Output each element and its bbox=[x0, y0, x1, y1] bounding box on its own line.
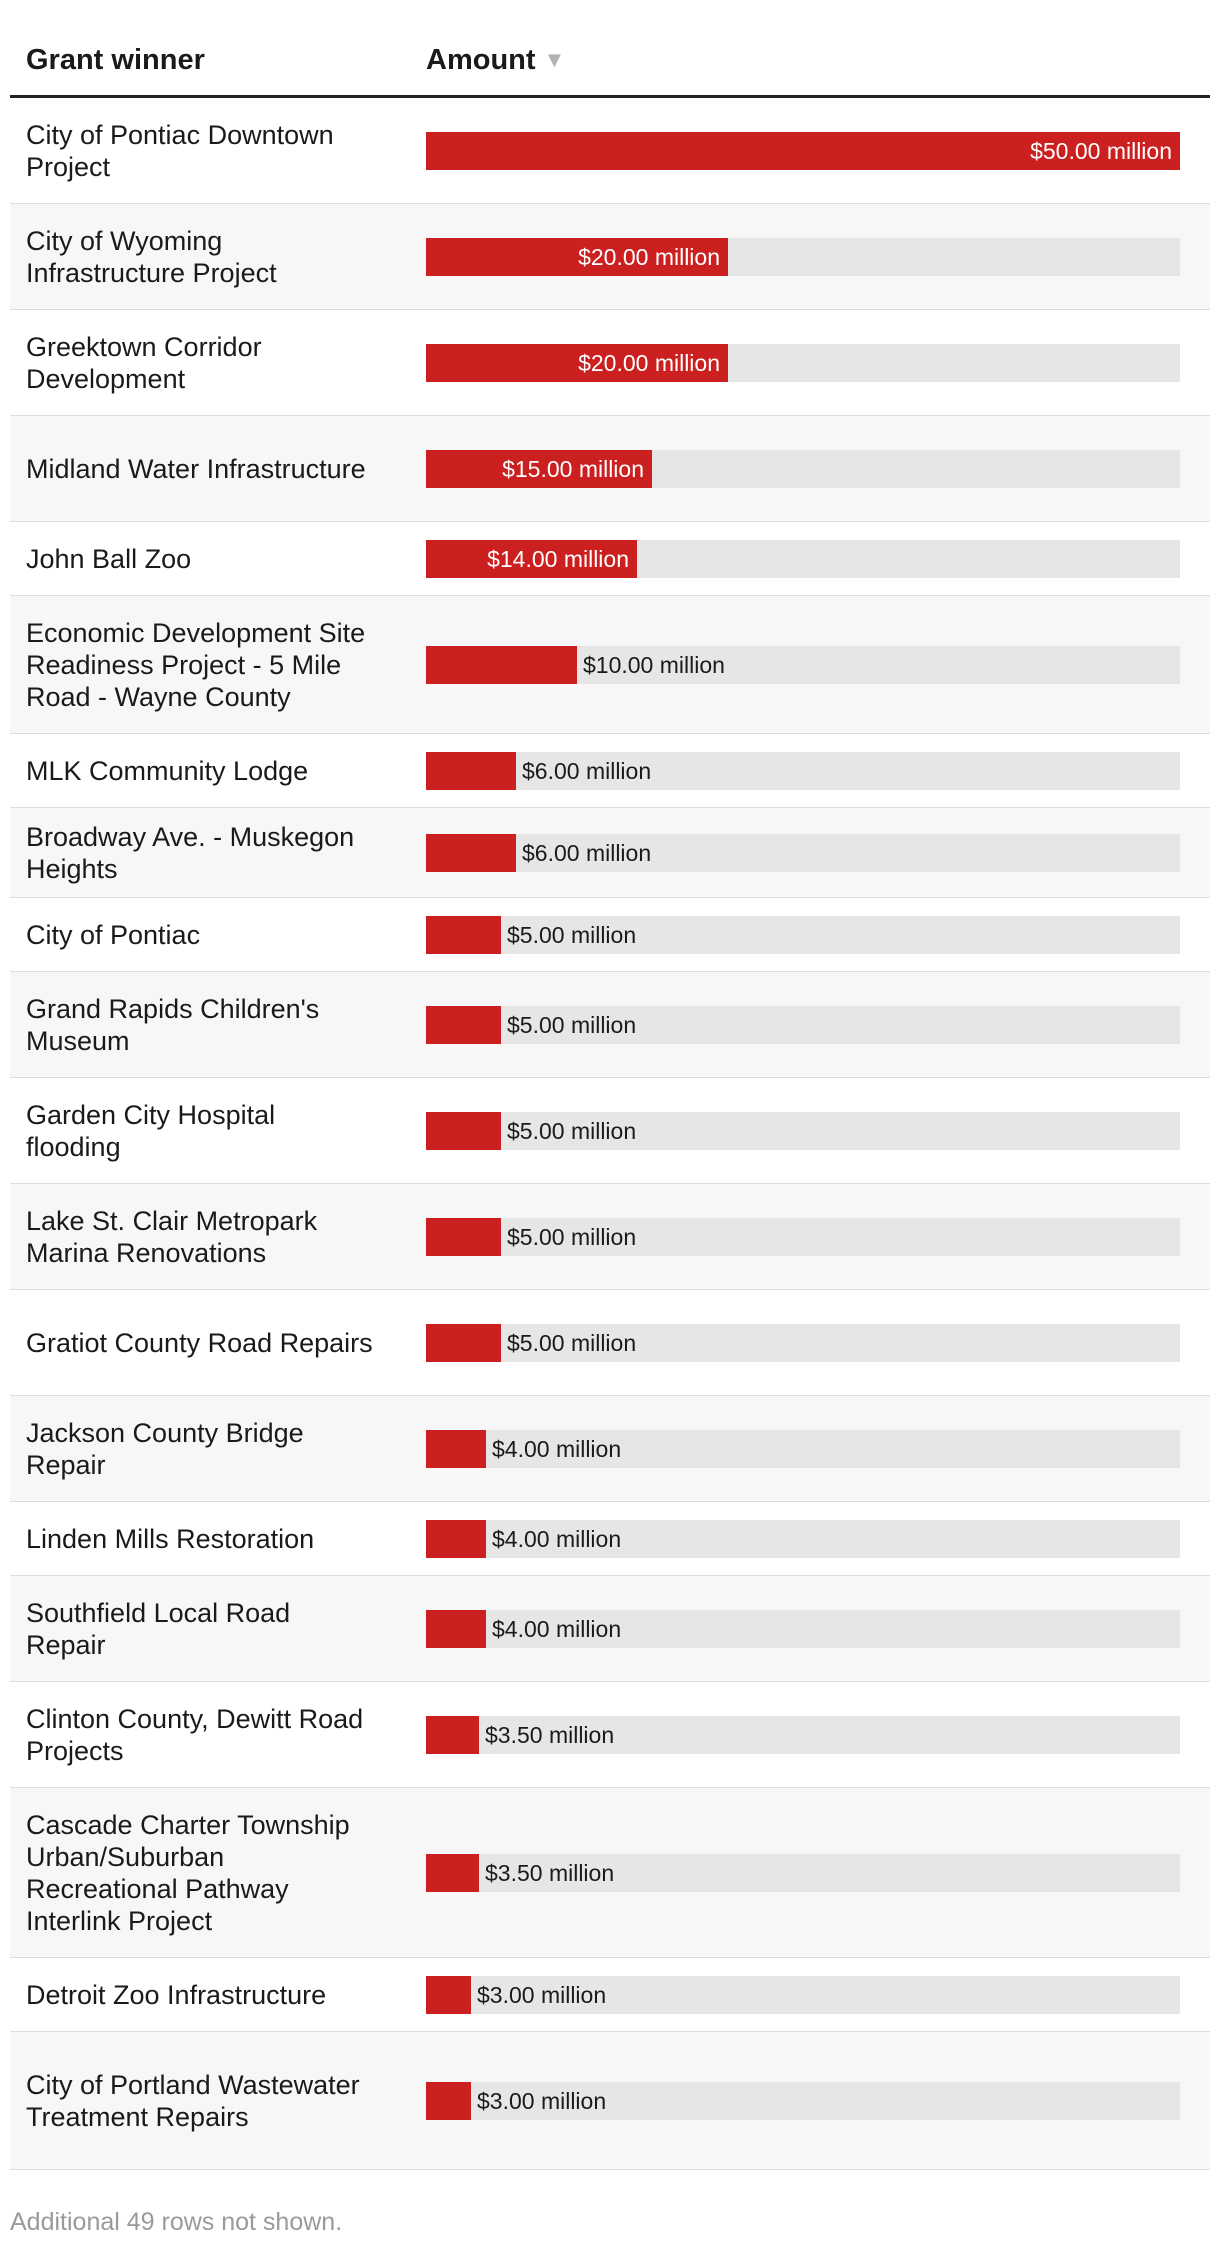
bar-track bbox=[426, 752, 1180, 790]
bar-track bbox=[426, 1430, 1180, 1468]
table-row bbox=[10, 808, 1210, 898]
table-body bbox=[10, 98, 1210, 2170]
table-row bbox=[10, 310, 1210, 416]
table-row bbox=[10, 1078, 1210, 1184]
amount-label: $5.00 million bbox=[507, 1117, 637, 1144]
sort-descending-icon[interactable]: ▼ bbox=[543, 47, 566, 72]
bar-track bbox=[426, 2082, 1180, 2120]
table-row bbox=[10, 898, 1210, 972]
grant-winner-name: Midland Water Infrastructure bbox=[26, 453, 366, 484]
amount-bar bbox=[426, 1324, 501, 1362]
amount-bar bbox=[426, 1976, 471, 2014]
amount-label: $14.00 million bbox=[487, 545, 629, 572]
table-row bbox=[10, 1502, 1210, 1576]
bar-track bbox=[426, 834, 1180, 872]
amount-label: $4.00 million bbox=[492, 1525, 622, 1552]
amount-label: $3.50 million bbox=[485, 1859, 615, 1886]
amount-bar bbox=[426, 1716, 479, 1754]
amount-bar bbox=[426, 834, 516, 872]
rows-not-shown-note: Additional 49 rows not shown. bbox=[10, 2208, 343, 2236]
amount-label: $6.00 million bbox=[522, 757, 652, 784]
amount-label: $6.00 million bbox=[522, 839, 652, 866]
amount-label: $3.00 million bbox=[477, 1981, 607, 2008]
grant-winner-name: John Ball Zoo bbox=[26, 543, 192, 574]
amount-bar bbox=[426, 1854, 479, 1892]
grant-winner-name: Detroit Zoo Infrastructure bbox=[26, 1979, 327, 2010]
bar-track bbox=[426, 1112, 1180, 1150]
grant-table bbox=[10, 0, 1210, 2170]
grant-winner-name: Cascade Charter Township Urban/Suburban Recreational Pathway Interlink Project bbox=[26, 1809, 350, 1936]
bar-track bbox=[426, 344, 1180, 382]
bar-track bbox=[426, 1610, 1180, 1648]
column-header-grant-winner[interactable]: Grant winner bbox=[26, 44, 205, 76]
grant-winner-name: Lake St. Clair Metropark Marina Renovations bbox=[26, 1205, 318, 1268]
grant-winner-name: Linden Mills Restoration bbox=[26, 1523, 315, 1554]
grant-winner-name: City of Wyoming Infrastructure Project bbox=[26, 225, 277, 288]
bar-track bbox=[426, 1324, 1180, 1362]
amount-bar bbox=[426, 1520, 486, 1558]
amount-label: $50.00 million bbox=[1030, 137, 1172, 164]
grant-winner-name: Economic Development Site Readiness Project - 5 Mile Road - Wayne County bbox=[26, 617, 366, 712]
amount-label: $20.00 million bbox=[578, 243, 720, 270]
table-row bbox=[10, 1682, 1210, 1788]
grant-winner-name: Garden City Hospital flooding bbox=[26, 1099, 276, 1162]
table-row bbox=[10, 1290, 1210, 1396]
grant-winner-name: Broadway Ave. - Muskegon Heights bbox=[26, 821, 355, 884]
bar-track bbox=[426, 238, 1180, 276]
amount-bar bbox=[426, 2082, 471, 2120]
bar-track bbox=[426, 540, 1180, 578]
grant-winner-name: City of Portland Wastewater Treatment Repairs bbox=[26, 2069, 360, 2132]
column-header-amount[interactable] bbox=[426, 44, 565, 77]
amount-label: $4.00 million bbox=[492, 1435, 622, 1462]
grant-winner-name: MLK Community Lodge bbox=[26, 755, 309, 786]
grant-winner-name: Jackson County Bridge Repair bbox=[26, 1417, 304, 1480]
amount-label: $5.00 million bbox=[507, 1223, 637, 1250]
amount-label: $10.00 million bbox=[583, 651, 725, 678]
table-row bbox=[10, 1184, 1210, 1290]
grant-winner-name: Clinton County, Dewitt Road Projects bbox=[26, 1703, 364, 1766]
table-row bbox=[10, 2032, 1210, 2170]
bar-track bbox=[426, 1976, 1180, 2014]
table-row bbox=[10, 416, 1210, 522]
amount-label: $5.00 million bbox=[507, 1011, 637, 1038]
bar-track bbox=[426, 1854, 1180, 1892]
bar-track bbox=[426, 646, 1180, 684]
table-row bbox=[10, 734, 1210, 808]
grant-winner-name: Greektown Corridor Development bbox=[26, 331, 262, 394]
amount-label: $5.00 million bbox=[507, 1329, 637, 1356]
amount-label: $3.50 million bbox=[485, 1721, 615, 1748]
amount-bar bbox=[426, 646, 577, 684]
bar-track bbox=[426, 132, 1180, 170]
table-row bbox=[10, 1576, 1210, 1682]
table-row bbox=[10, 522, 1210, 596]
bar-track bbox=[426, 450, 1180, 488]
grant-winner-name: Gratiot County Road Repairs bbox=[26, 1327, 373, 1358]
amount-bar bbox=[426, 1610, 486, 1648]
table-row bbox=[10, 98, 1210, 204]
grant-winner-name: City of Pontiac bbox=[26, 919, 201, 950]
amount-bar bbox=[426, 1112, 501, 1150]
bar-track bbox=[426, 1006, 1180, 1044]
bar-track bbox=[426, 916, 1180, 954]
grant-winner-name: Southfield Local Road Repair bbox=[26, 1597, 291, 1660]
table-row bbox=[10, 1396, 1210, 1502]
amount-bar bbox=[426, 1430, 486, 1468]
grant-winner-name: City of Pontiac Downtown Project bbox=[26, 119, 334, 182]
table-header bbox=[10, 0, 1210, 98]
amount-bar bbox=[426, 1218, 501, 1256]
amount-label: $3.00 million bbox=[477, 2087, 607, 2114]
amount-label: $20.00 million bbox=[578, 349, 720, 376]
bar-track bbox=[426, 1218, 1180, 1256]
amount-label: $5.00 million bbox=[507, 921, 637, 948]
table-row bbox=[10, 204, 1210, 310]
grant-winner-name: Grand Rapids Children's Museum bbox=[26, 993, 320, 1056]
amount-bar bbox=[426, 752, 516, 790]
table-row bbox=[10, 972, 1210, 1078]
table-row bbox=[10, 596, 1210, 734]
amount-bar bbox=[426, 916, 501, 954]
bar-track bbox=[426, 1520, 1180, 1558]
bar-track bbox=[426, 1716, 1180, 1754]
table-row bbox=[10, 1788, 1210, 1958]
table-row bbox=[10, 1958, 1210, 2032]
amount-label: $4.00 million bbox=[492, 1615, 622, 1642]
amount-label: $15.00 million bbox=[502, 455, 644, 482]
amount-bar bbox=[426, 1006, 501, 1044]
amount-header-label: Amount bbox=[426, 44, 536, 76]
